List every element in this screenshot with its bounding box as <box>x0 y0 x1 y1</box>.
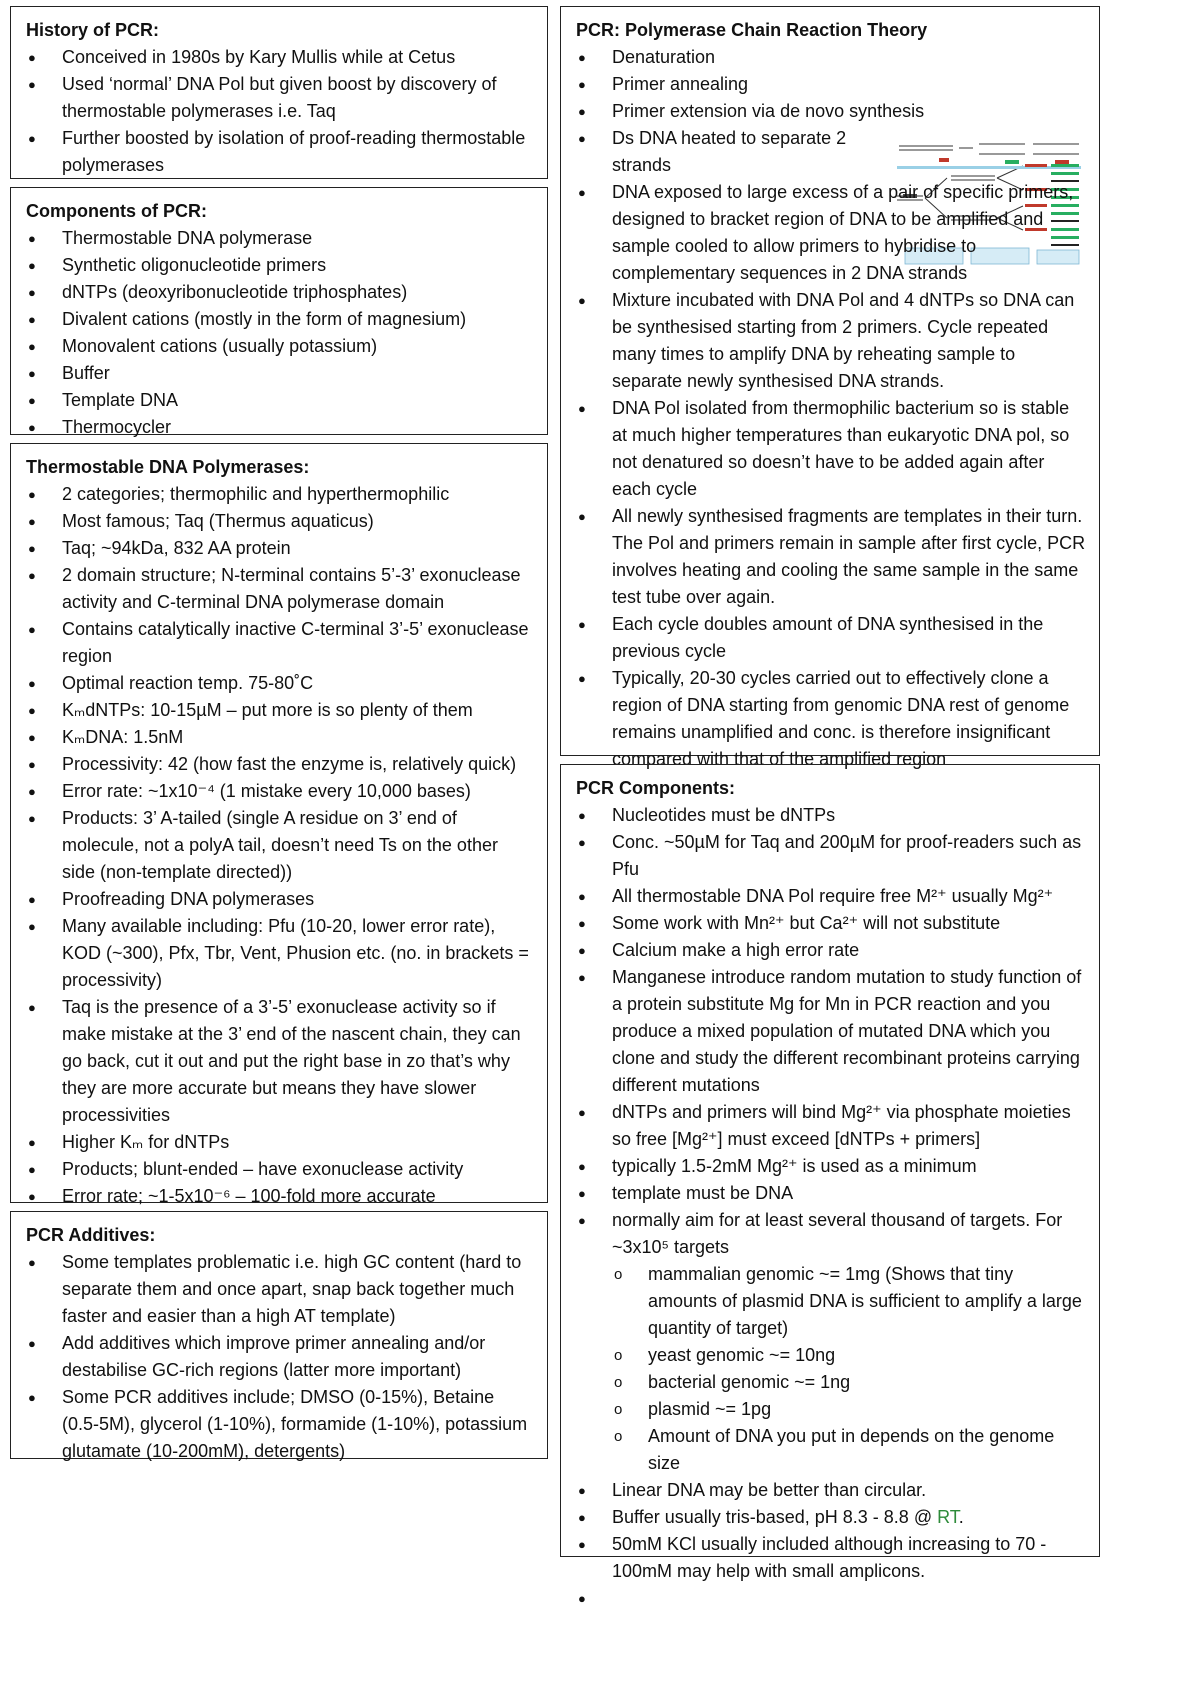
list-item: ● DNA exposed to large excess of a pair of specific primers, designed to bracket region of DNA to be amplified and sample cooled to allow primers to hybridise to complementary sequences in 2 DNA strands <box>576 179 1087 287</box>
components-title: Components of PCR: <box>26 201 207 221</box>
list-item: ● Primer extension via de novo synthesis <box>576 98 1087 125</box>
list-item-text: Buffer usually tris-based, pH 8.3 - 8.8 @ <box>612 1507 938 1527</box>
components-list <box>26 225 535 441</box>
history-of-pcr-box <box>10 6 548 179</box>
additives-title: PCR Additives: <box>26 1225 156 1245</box>
list-item: ● Contains catalytically inactive C-terminal 3’-5’ exonuclease region <box>26 616 535 670</box>
list-item: ● Typically, 20-30 cycles carried out to effectively clone a region of DNA starting from genomic DNA rest of genome remains unamplified and conc. is therefore insignificant compared with that of the amplified region <box>576 665 1087 773</box>
list-item: ● Conceived in 1980s by Kary Mullis while at Cetus <box>26 44 535 71</box>
list-item-suffix: . <box>958 1507 964 1527</box>
sub-list-item: o plasmid ~= 1pg <box>576 1396 1087 1423</box>
pcr-theory-box <box>560 6 1100 769</box>
list-item: ● Higher Kₘ for dNTPs <box>26 1129 535 1156</box>
sub-list-item: o Amount of DNA you put in depends on the genome size <box>576 1423 1087 1477</box>
list-item: ● Most famous; Taq (Thermus aquaticus) <box>26 508 535 535</box>
list-item: ● Products; blunt-ended – have exonuclease activity <box>26 1156 535 1183</box>
list-item: ● Some PCR additives include; DMSO (0-15%), Betaine (0.5-5M), glycerol (1-10%), formamide (1-10%), potassium glutamate (10-200mM), detergents) <box>26 1384 535 1465</box>
additives-list <box>26 1249 535 1465</box>
sub-list <box>576 1261 1087 1477</box>
list-item: ● Each cycle doubles amount of DNA synthesised in the previous cycle <box>576 611 1087 665</box>
list-item: ● All thermostable DNA Pol require free M²⁺ usually Mg²⁺ <box>576 883 1087 910</box>
list-item: ● Many available including: Pfu (10-20, lower error rate), KOD (~300), Pfx, Tbr, Vent, Phusion etc. (no. in brackets = processivity) <box>26 913 535 994</box>
list-item: ● Products: 3’ A-tailed (single A residue on 3’ end of molecule, not a polyA tail, doesn’t need Ts on the other side (non-template directed)) <box>26 805 535 886</box>
list-item: ● Monovalent cations (usually potassium) <box>26 333 535 360</box>
list-item: ● Processivity: 42 (how fast the enzyme is, relatively quick) <box>26 751 535 778</box>
sub-list-item: o mammalian genomic ~= 1mg (Shows that tiny amounts of plasmid DNA is sufficient to amplify a large quantity of target) <box>576 1261 1087 1342</box>
list-item: ● Synthetic oligonucleotide primers <box>26 252 535 279</box>
list-item: ● All newly synthesised fragments are templates in their turn. The Pol and primers remain in sample after first cycle, PCR involves heating and cooling the same sample in the same test tube over again. <box>576 503 1087 611</box>
list-item: ● Add additives which improve primer annealing and/or destabilise GC-rich regions (latter more important) <box>26 1330 535 1384</box>
history-title: History of PCR: <box>26 20 160 40</box>
list-item: ● Mixture incubated with DNA Pol and 4 dNTPs so DNA can be synthesised starting from 2 primers. Cycle repeated many times to amplify DNA by reheating sample to separate newly synthesised DNA strands. <box>576 287 1087 395</box>
list-item: ● Proofreading DNA polymerases <box>26 886 535 913</box>
list-item: ● Linear DNA may be better than circular. <box>576 1477 1087 1504</box>
list-item <box>576 1504 1087 1531</box>
list-item: ● Error rate; ~1-5x10⁻⁶ – 100-fold more accurate <box>26 1183 535 1210</box>
sub-list-item: o bacterial genomic ~= 1ng <box>576 1369 1087 1396</box>
list-item: ● dNTPs and primers will bind Mg²⁺ via phosphate moieties so free [Mg²⁺] must exceed [dNTPs + primers] <box>576 1099 1087 1153</box>
list-item: ● Taq; ~94kDa, 832 AA protein <box>26 535 535 562</box>
list-item: ● Nucleotides must be dNTPs <box>576 802 1087 829</box>
pcr-components-list <box>576 802 1087 1612</box>
list-item <box>576 1207 1087 1477</box>
list-item: ● Divalent cations (mostly in the form of magnesium) <box>26 306 535 333</box>
pcr-additives-box <box>10 1211 548 1459</box>
list-item: ● 2 categories; thermophilic and hyperthermophilic <box>26 481 535 508</box>
list-item: ● Manganese introduce random mutation to study function of a protein substitute Mg for Mn in PCR reaction and you produce a mixed population of mutated DNA which you clone and study the different recombinant proteins carrying different mutations <box>576 964 1087 1099</box>
list-item: ● Ds DNA heated to separate 2 strands <box>576 125 1087 179</box>
pcr-components-title: PCR Components: <box>576 778 735 798</box>
thermostable-polymerases-box <box>10 443 548 1206</box>
list-item: ● Used ‘normal’ DNA Pol but given boost by discovery of thermostable polymerases i.e. Taq <box>26 71 535 125</box>
list-item: ● Some templates problematic i.e. high GC content (hard to separate them and once apart, snap back together much faster and easier than a high AT template) <box>26 1249 535 1330</box>
polymerases-list <box>26 481 535 1210</box>
list-item-text: normally aim for at least several thousand of targets. For ~3x10⁵ targets <box>612 1210 1063 1257</box>
list-item: ● Buffer <box>26 360 535 387</box>
list-item: ● KₘdNTPs: 10-15µM – put more is so plenty of them <box>26 697 535 724</box>
list-item: ● Further boosted by isolation of proof-reading thermostable polymerases <box>26 125 535 179</box>
list-item: ● 50mM KCl usually included although increasing to 70 - 100mM may help with small amplicons. <box>576 1531 1087 1585</box>
theory-list <box>576 44 1087 773</box>
rt-text: RT <box>937 1507 959 1527</box>
theory-title: PCR: Polymerase Chain Reaction Theory <box>576 20 928 40</box>
list-item: ● Denaturation <box>576 44 1087 71</box>
history-list <box>26 44 535 179</box>
list-item: ● Some work with Mn²⁺ but Ca²⁺ will not substitute <box>576 910 1087 937</box>
list-item: ● dNTPs (deoxyribonucleotide triphosphates) <box>26 279 535 306</box>
list-item: ● Error rate: ~1x10⁻⁴ (1 mistake every 10,000 bases) <box>26 778 535 805</box>
list-item: ● Optimal reaction temp. 75-80˚C <box>26 670 535 697</box>
list-item: ● 2 domain structure; N-terminal contains 5’-3’ exonuclease activity and C-terminal DNA polymerase domain <box>26 562 535 616</box>
list-item: ● Template DNA <box>26 387 535 414</box>
list-item: ● template must be DNA <box>576 1180 1087 1207</box>
list-item: ● Primer annealing <box>576 71 1087 98</box>
list-item: ● Taq is the presence of a 3’-5’ exonuclease activity so if make mistake at the 3’ end of the nascent chain, they can go back, cut it out and put the right base in zo that’s why they are more accurate but means they have slower processivities <box>26 994 535 1129</box>
empty-list-item <box>576 1585 1087 1612</box>
components-of-pcr-box <box>10 187 548 435</box>
polymerases-title: Thermostable DNA Polymerases: <box>26 457 310 477</box>
sub-list-item: o yeast genomic ~= 10ng <box>576 1342 1087 1369</box>
list-item: ● Thermocycler <box>26 414 535 441</box>
list-item: ● DNA Pol isolated from thermophilic bacterium so is stable at much higher temperatures than eukaryotic DNA pol, so not denatured so doesn’t have to be added again after each cycle <box>576 395 1087 503</box>
list-item: ● KₘDNA: 1.5nM <box>26 724 535 751</box>
list-item: ● Calcium make a high error rate <box>576 937 1087 964</box>
pcr-components-box <box>560 764 1100 1581</box>
list-item: ● Thermostable DNA polymerase <box>26 225 535 252</box>
list-item: ● Conc. ~50µM for Taq and 200µM for proof-readers such as Pfu <box>576 829 1087 883</box>
list-item: ● typically 1.5-2mM Mg²⁺ is used as a minimum <box>576 1153 1087 1180</box>
